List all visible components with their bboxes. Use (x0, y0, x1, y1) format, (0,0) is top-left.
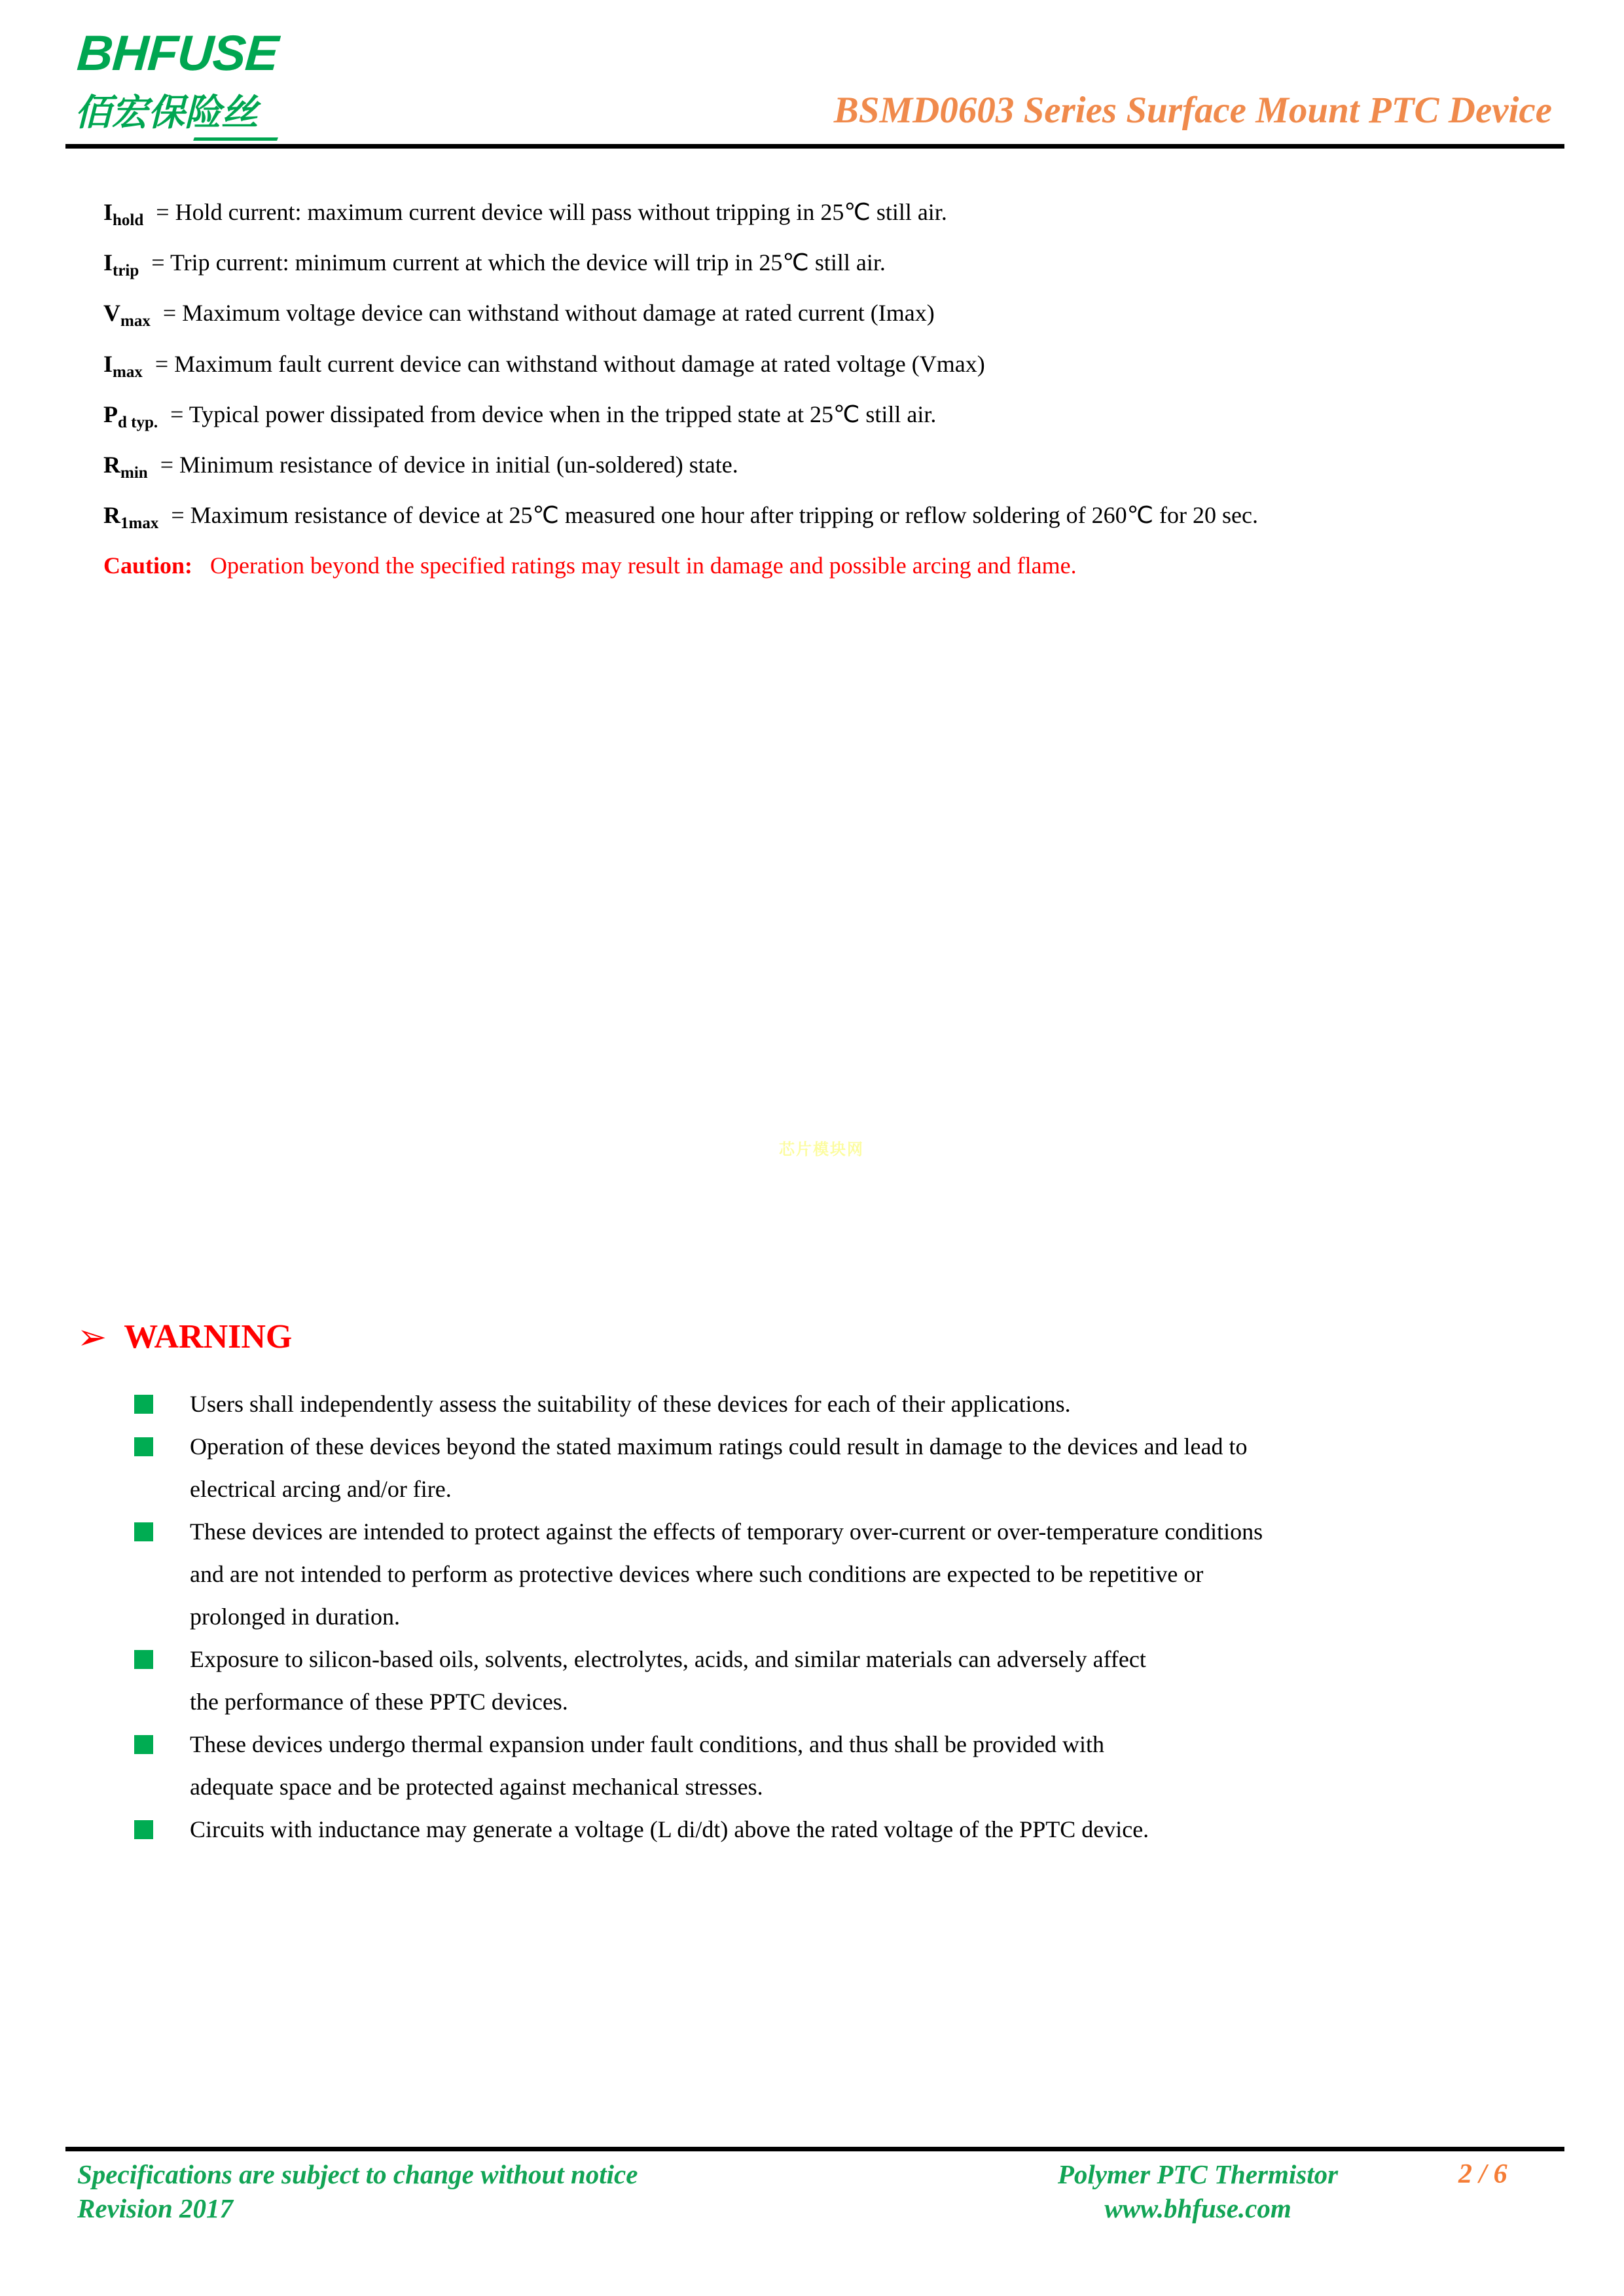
warning-list-item: These devices undergo thermal expansion under fault conditions, and thus shall be provided with adequate space and be protected against mechanical stresses. (134, 1723, 1561, 1808)
caution-text: Operation beyond the specified ratings may result in damage and possible arcing and flame. (210, 552, 1077, 579)
bullet-square-icon (134, 1650, 153, 1669)
symbol-r1max: $R_{1max}$ (103, 502, 159, 533)
definitions-section (103, 191, 1543, 587)
bullet-square-icon (134, 1522, 153, 1541)
definition-row (103, 343, 1543, 393)
definition-text: = Trip current: minimum current at which the device will trip in 25℃ still air. (151, 249, 886, 276)
warning-list-item: Circuits with inductance may generate a voltage (L di/dt) above the rated voltage of the PPTC device. (134, 1808, 1561, 1851)
symbol-pdtyp: $P_{d typ.}$ (103, 401, 158, 431)
footer-revision: Revision 2017 (77, 2193, 234, 2223)
footer-notice: Specifications are subject to change without notice (77, 2159, 638, 2189)
warning-title: WARNING (124, 1318, 293, 1355)
symbol-vmax: $V_{max}$ (103, 300, 151, 331)
bhfuse-logo-chinese: 佰宏保险丝 (75, 92, 258, 133)
bhfuse-logo: BHFUSE (75, 26, 280, 81)
arrow-bullet-icon: ➢ (77, 1316, 107, 1357)
caution-note (103, 545, 1543, 587)
logo-underline-decoration (193, 137, 278, 141)
bullet-square-icon (134, 1820, 153, 1839)
bullet-square-icon (134, 1437, 153, 1456)
footer-left (77, 2157, 638, 2225)
watermark-text: 芯片模块网 (779, 1141, 864, 1158)
symbol-itrip: $I_{trip}$ (103, 249, 139, 280)
symbol-rmin: $R_{min}$ (103, 451, 148, 482)
footer-center (943, 2157, 1453, 2225)
caution-label: Caution: (103, 552, 193, 579)
definition-text: = Hold current: maximum current device will pass without tripping in 25℃ still air. (156, 199, 947, 225)
warning-list (134, 1383, 1561, 1851)
footer-product-family: Polymer PTC Thermistor (1057, 2159, 1339, 2189)
bullet-square-icon (134, 1735, 153, 1754)
warning-list-item: Users shall independently assess the suitability of these devices for each of their applications. (134, 1383, 1561, 1426)
definition-text: = Minimum resistance of device in initial (un-soldered) state. (160, 451, 738, 478)
definition-text: = Maximum voltage device can withstand without damage at rated current (Imax) (162, 300, 935, 327)
definition-text: = Maximum fault current device can withstand without damage at rated voltage (Vmax) (154, 350, 985, 377)
footer-website: www.bhfuse.com (1104, 2193, 1291, 2223)
header-divider (65, 144, 1564, 149)
warning-heading (77, 1314, 292, 1360)
symbol-ihold: $I_{hold}$ (103, 199, 144, 230)
definition-row (103, 444, 1543, 494)
definition-row (103, 242, 1543, 292)
warning-list-item: Operation of these devices beyond the stated maximum ratings could result in damage to the devices and lead to electrical arcing and/or fire. (134, 1426, 1561, 1511)
footer-divider (65, 2147, 1564, 2151)
warning-list-item: Exposure to silicon-based oils, solvents, electrolytes, acids, and similar materials can adversely affect the performance of these PPTC devices. (134, 1638, 1561, 1723)
page-title: BSMD0603 Series Surface Mount PTC Device (833, 90, 1552, 131)
definition-row (103, 393, 1543, 444)
page-number: 2 / 6 (1458, 2159, 1507, 2189)
definition-row (103, 191, 1543, 242)
definition-row (103, 494, 1543, 545)
definition-text: = Maximum resistance of device at 25℃ measured one hour after tripping or reflow soldering of 260℃ for 20 sec. (171, 502, 1259, 529)
definition-text: = Typical power dissipated from device when in the tripped state at 25℃ still air. (170, 401, 937, 427)
symbol-imax: $I_{max}$ (103, 350, 143, 381)
definition-row (103, 292, 1543, 342)
bullet-square-icon (134, 1395, 153, 1414)
warning-list-item: These devices are intended to protect against the effects of temporary over-current or over-temperature conditions and are not intended to perform as protective devices where such conditions are expected to be repetitive or prolonged in duration. (134, 1511, 1561, 1638)
